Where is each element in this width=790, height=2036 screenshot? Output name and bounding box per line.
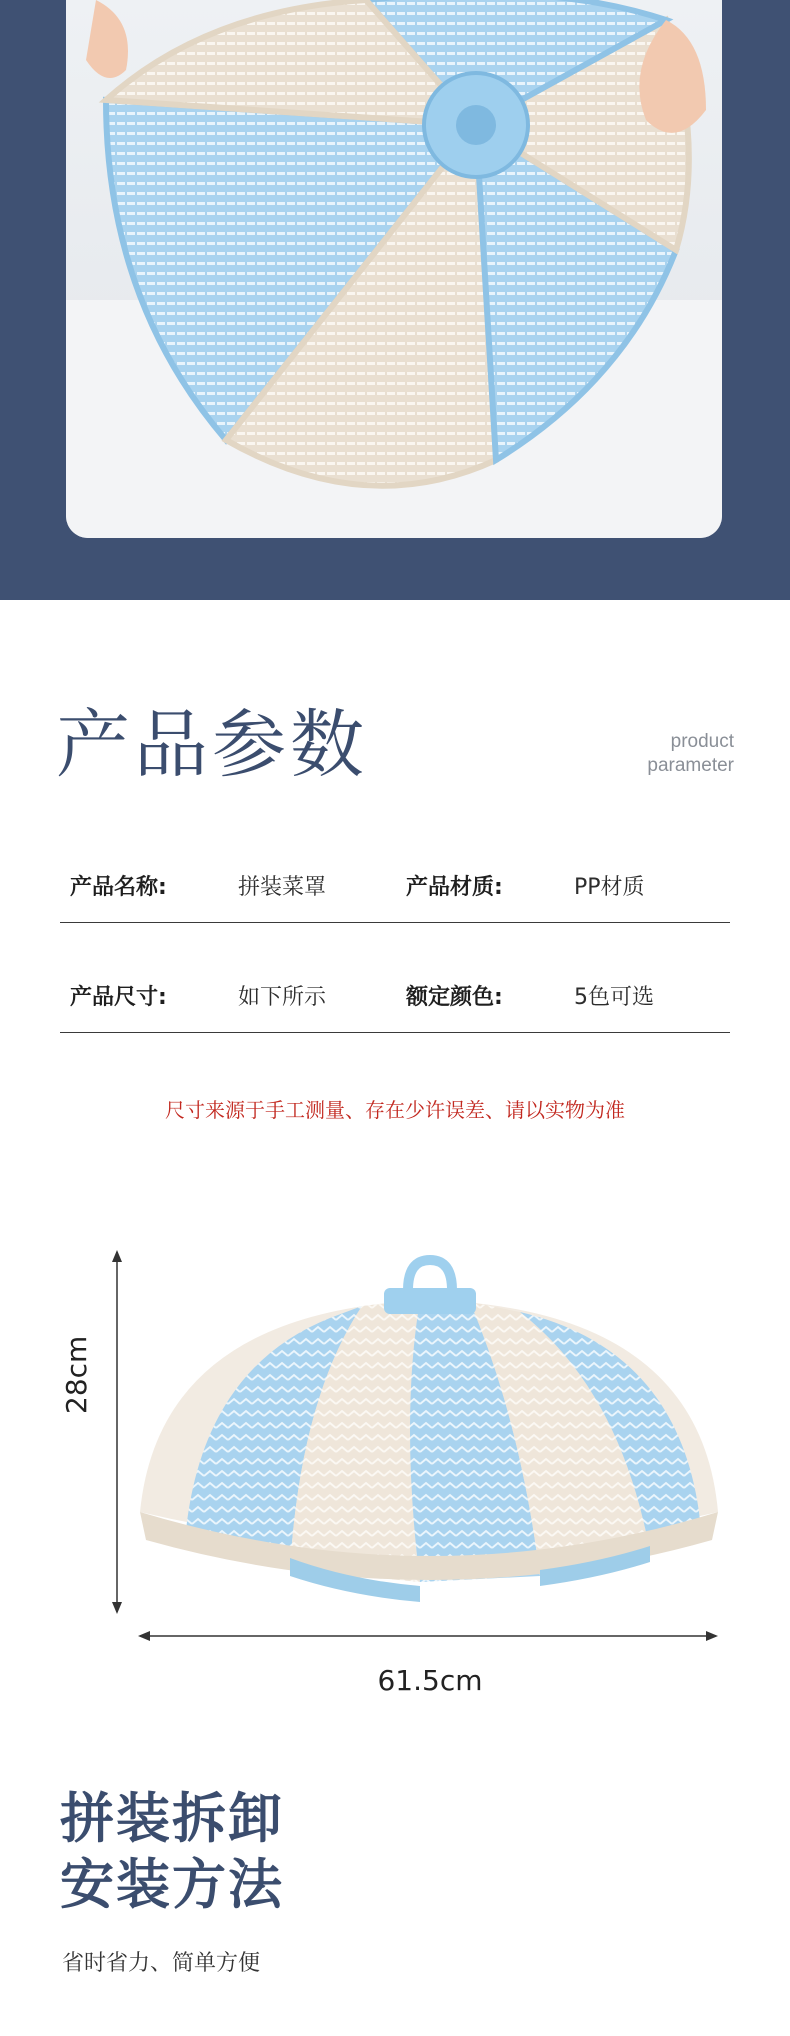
param-key: 额定颜色: <box>406 985 503 1010</box>
params-title: 产品参数 <box>56 702 368 788</box>
param-key: 产品尺寸: <box>70 985 167 1010</box>
width-dimension-line <box>138 1631 718 1641</box>
product-photo <box>66 0 722 538</box>
measurement-note: 尺寸来源于手工测量、存在少许误差、请以实物为准 <box>165 1098 625 1122</box>
param-row <box>60 851 730 923</box>
install-title <box>60 1786 284 1918</box>
food-cover-dome <box>140 1260 718 1602</box>
param-key: 产品名称: <box>70 875 167 900</box>
params-title-en-line1: product <box>670 731 734 752</box>
param-value: 拼装菜罩 <box>238 875 327 900</box>
param-value: PP材质 <box>574 875 645 900</box>
top-band <box>0 0 790 600</box>
install-title-line2: 安装方法 <box>60 1853 284 1916</box>
height-label <box>60 1294 93 1414</box>
height-dimension-line <box>112 1250 122 1614</box>
product-dimension-diagram <box>0 1240 790 1700</box>
install-title-line1: 拼装拆卸 <box>60 1787 284 1850</box>
params-title-en-line2: parameter <box>647 755 734 776</box>
height-label-text: 28cm <box>60 1335 93 1414</box>
install-subtitle: 省时省力、简单方便 <box>62 1951 261 1976</box>
params-title-en <box>647 730 734 778</box>
param-row <box>60 961 730 1033</box>
param-value: 如下所示 <box>238 985 327 1010</box>
param-key: 产品材质: <box>406 875 503 900</box>
width-label: 61.5cm <box>377 1664 483 1697</box>
food-cover-photo-illustration <box>66 0 722 538</box>
param-value: 5色可选 <box>574 985 654 1010</box>
